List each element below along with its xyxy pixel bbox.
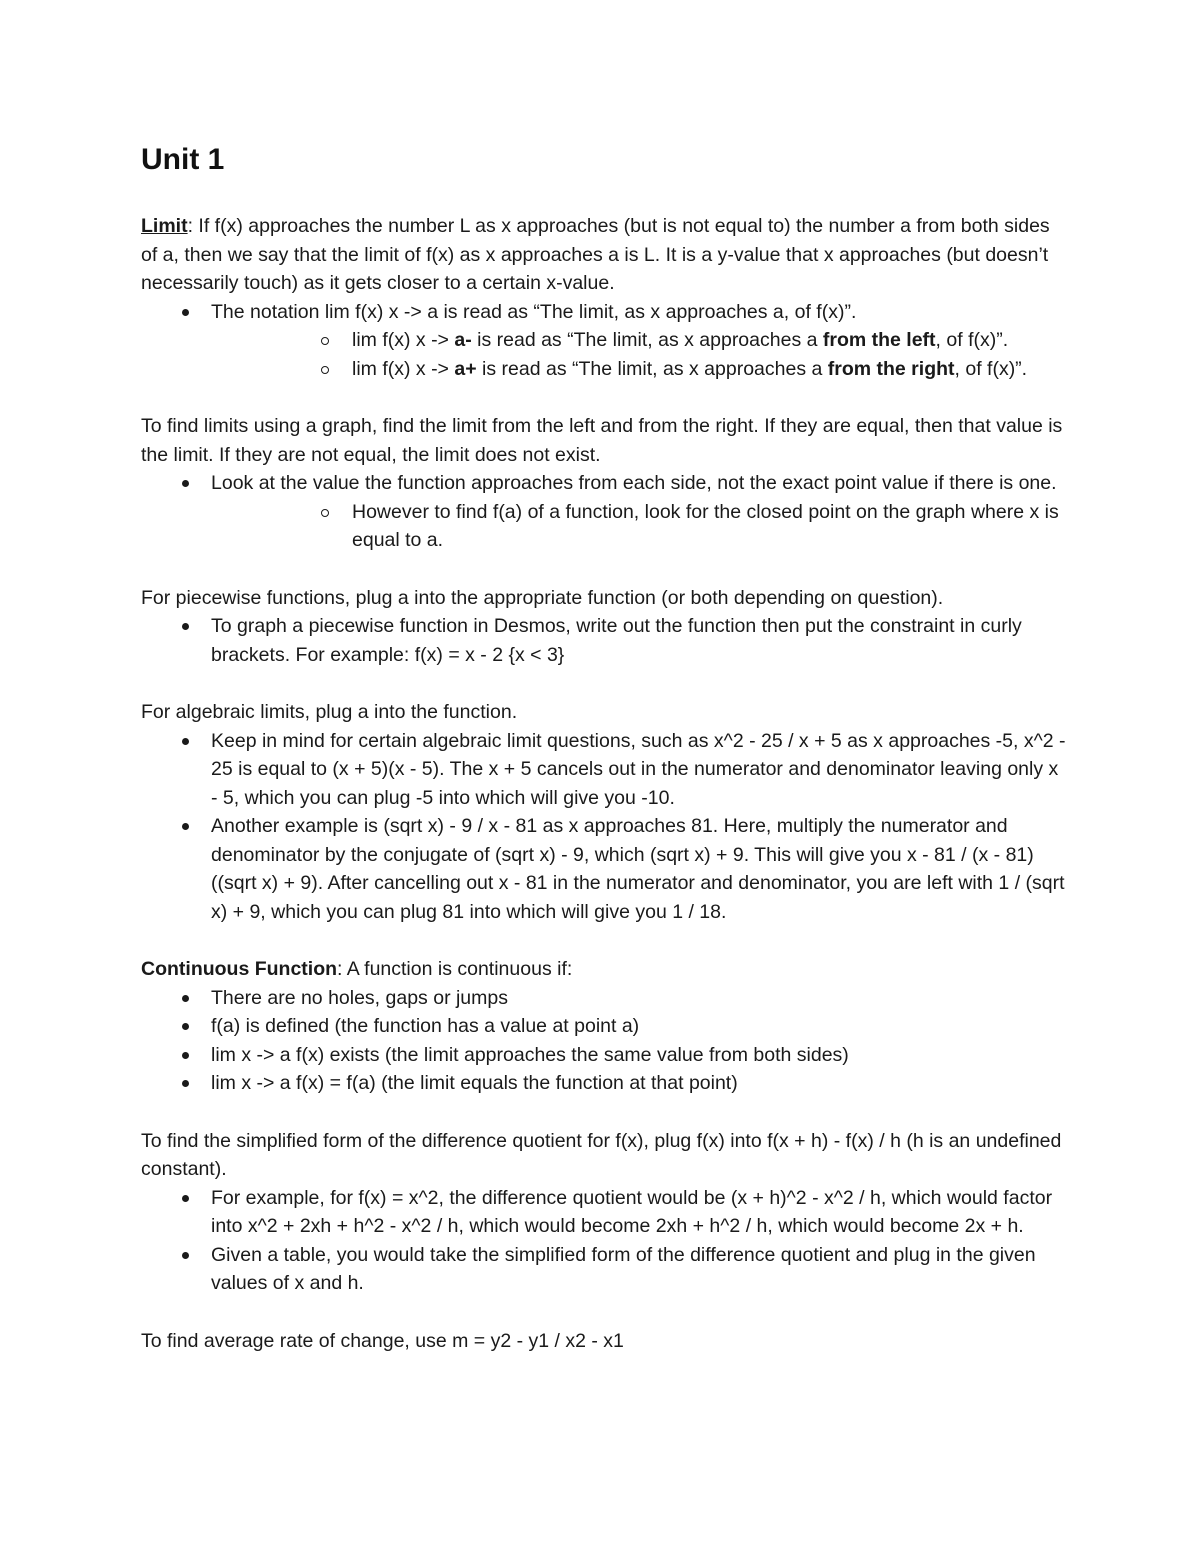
bold-run: a+ xyxy=(454,357,477,380)
list-item: f(a) is defined (the function has a value at point a) xyxy=(141,1012,1066,1041)
graph-bullets xyxy=(141,469,1066,555)
list-item xyxy=(141,298,1066,384)
list-item-text: Look at the value the function approaches from each side, not the exact point value if there is one. xyxy=(211,472,1057,494)
graph-sub-bullets xyxy=(211,498,1066,555)
continuous-term: Continuous Function xyxy=(141,958,338,980)
piecewise-paragraph: For piecewise functions, plug a into the appropriate function (or both depending on question). xyxy=(141,586,944,609)
continuous-bullets xyxy=(141,984,1066,1098)
list-item-text: The notation lim f(x) x -> a is read as “The limit, as x approaches a, of f(x)”. xyxy=(211,300,857,323)
text-run: , of f(x)”. xyxy=(935,329,1009,351)
text-run: lim f(x) x -> xyxy=(352,329,455,351)
algebraic-bullets xyxy=(141,727,1066,927)
page-title: Unit 1 xyxy=(141,143,225,176)
bold-run: a- xyxy=(454,329,472,351)
rate-paragraph: To find average rate of change, use m = y2 - y1 / x2 - x1 xyxy=(141,1329,624,1352)
list-item: lim x -> a f(x) exists (the limit approaches the same value from both sides) xyxy=(141,1041,1066,1070)
difference-bullets xyxy=(141,1184,1066,1298)
list-item xyxy=(141,469,1066,555)
bold-run: from the right xyxy=(827,357,955,380)
piecewise-bullets xyxy=(141,612,1066,669)
limit-definition xyxy=(141,212,1066,298)
continuous-definition xyxy=(141,955,1066,984)
text-run: is read as “The limit, as x approaches a xyxy=(476,357,828,380)
text-run: is read as “The limit, as x approaches a xyxy=(471,329,823,351)
list-item: For example, for f(x) = x^2, the difference quotient would be (x + h)^2 - x^2 / h, which would factor into x^2 + 2xh + h^2 - x^2 / h, which would become 2xh + h^2 / h, which would become 2x + h. xyxy=(141,1184,1066,1241)
graph-paragraph: To find limits using a graph, find the limit from the left and from the right. If they are equal, then that value is the limit. If they are not equal, the limit does not exist. xyxy=(141,415,1063,466)
list-item: There are no holes, gaps or jumps xyxy=(141,984,1066,1013)
document-page xyxy=(141,140,1066,1355)
list-item: lim x -> a f(x) = f(a) (the limit equals the function at that point) xyxy=(141,1069,1066,1098)
limit-definition-text: : If f(x) approaches the number L as x approaches (but is not equal to) the number a from both sides of a, then we say that the limit of f(x) as x approaches a is L. It is a y-value that x approaches (but doesn’t necessarily touch) as it gets closer to a certain x-value. xyxy=(141,215,1050,294)
text-run: , of f(x)”. xyxy=(954,357,1028,380)
text-run: lim f(x) x -> xyxy=(352,357,455,380)
limit-sub-bullets xyxy=(211,326,1066,383)
list-item: To graph a piecewise function in Desmos, write out the function then put the constraint in curly brackets. For example: f(x) = x - 2 {x < 3} xyxy=(141,612,1066,669)
limit-term: Limit xyxy=(141,215,188,237)
list-item xyxy=(211,326,1066,355)
continuous-definition-text: : A function is continuous if: xyxy=(337,958,573,980)
difference-paragraph: To find the simplified form of the difference quotient for f(x), plug f(x) into f(x + h) - f(x) / h (h is an undefined constant). xyxy=(141,1129,1062,1180)
bold-run: from the left xyxy=(822,329,936,351)
list-item: Keep in mind for certain algebraic limit questions, such as x^2 - 25 / x + 5 as x approaches -5, x^2 - 25 is equal to (x + 5)(x - 5). The x + 5 cancels out in the numerator and denominator leaving only x - 5, which you can plug -5 into which will give you -10. xyxy=(141,727,1066,813)
list-item: Given a table, you would take the simplified form of the difference quotient and plug in the given values of x and h. xyxy=(141,1241,1066,1298)
list-item: However to find f(a) of a function, look for the closed point on the graph where x is equal to a. xyxy=(211,498,1066,555)
list-item xyxy=(211,355,1066,384)
algebraic-paragraph: For algebraic limits, plug a into the function. xyxy=(141,701,518,723)
limit-bullets xyxy=(141,298,1066,384)
list-item: Another example is (sqrt x) - 9 / x - 81 as x approaches 81. Here, multiply the numerator and denominator by the conjugate of (sqrt x) - 9, which (sqrt x) + 9. This will give you x - 81 / (x - 81)((sqrt x) + 9). After cancelling out x - 81 in the numerator and denominator, you are left with 1 / (sqrt x) + 9, which you can plug 81 into which will give you 1 / 18. xyxy=(141,812,1066,926)
